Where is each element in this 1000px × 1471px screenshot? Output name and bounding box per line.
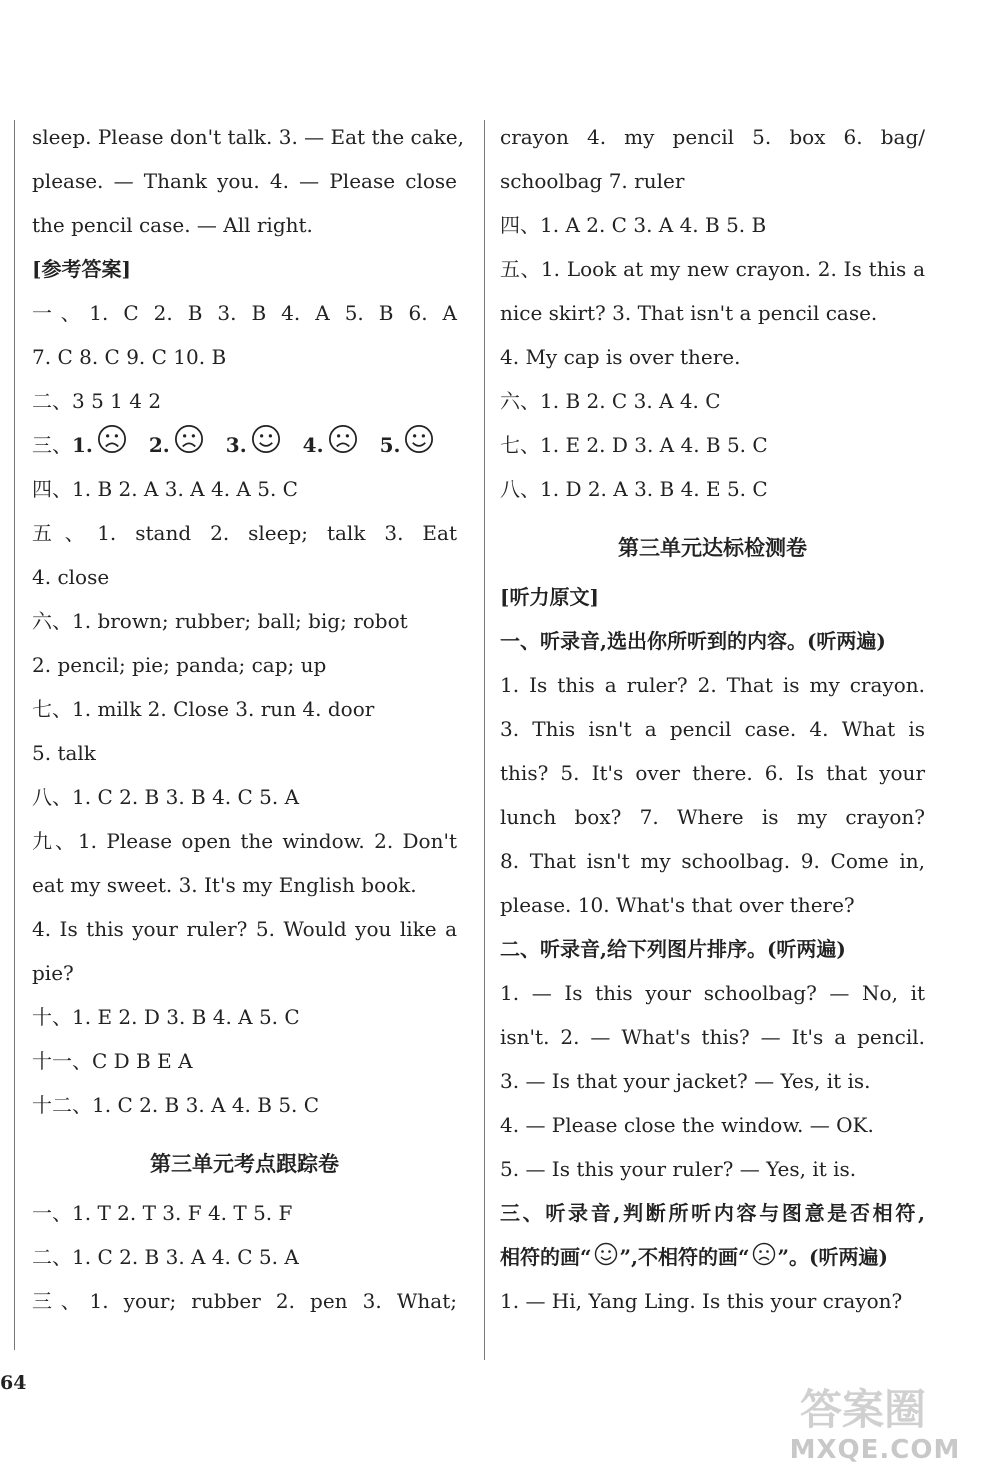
sad-face-icon — [328, 424, 358, 469]
answer-line: 5. talk — [32, 741, 96, 765]
answer-line: 三、1. your; rubber 2. pen 3. What; — [32, 1289, 457, 1313]
answer-line: the pencil case. — All right. — [32, 213, 313, 237]
watermark-url: MXQE.COM — [789, 1435, 961, 1465]
answer-line: 7. C 8. C 9. C 10. B — [32, 345, 227, 369]
answer-line: 四、1. A 2. C 3. A 4. B 5. B — [500, 213, 767, 237]
answer-line: 4. — Please close the window. — OK. — [500, 1113, 874, 1137]
section-heading: 第三单元达标检测卷 — [618, 535, 807, 560]
answer-line: 4. Is this your ruler? 5. Would you like a — [32, 917, 457, 941]
answer-line: crayon 4. my pencil 5. box 6. bag/ — [500, 125, 925, 149]
section-label: 三、听录音,判断所听内容与图意是否相符, — [500, 1201, 925, 1225]
watermark — [780, 1375, 970, 1465]
watermark-logo: 答案圈 — [800, 1385, 927, 1434]
answer-line: this? 5. It's over there. 6. Is that your — [500, 761, 925, 785]
answer-line: 八、1. D 2. A 3. B 4. E 5. C — [500, 477, 768, 501]
instruction-text: ”,不相符的画“ — [619, 1245, 750, 1269]
answer-line: 4. close — [32, 565, 110, 589]
answer-line: eat my sweet. 3. It's my English book. — [32, 873, 417, 897]
answer-line: 5. — Is this your ruler? — Yes, it is. — [500, 1157, 857, 1181]
sad-face-icon — [97, 424, 127, 469]
answer-line: 1. — Hi, Yang Ling. Is this your crayon? — [500, 1289, 903, 1313]
answer-line: please. — Thank you. 4. — Please close — [32, 169, 457, 193]
answer-line: please. 10. What's that over there? — [500, 893, 855, 917]
smiley-face-icon — [404, 424, 434, 469]
answer-line: lunch box? 7. Where is my crayon? — [500, 805, 925, 829]
answer-line: 二、1. C 2. B 3. A 4. C 5. A — [32, 1245, 299, 1269]
sad-face-icon — [174, 424, 204, 469]
answer-line: pie? — [32, 961, 74, 985]
answer-line: 1. Is this a ruler? 2. That is my crayon. — [500, 673, 925, 697]
item-label: 1. — [72, 433, 93, 457]
answer-line: sleep. Please don't talk. 3. — Eat the cake, — [32, 125, 464, 149]
left-margin-rule — [14, 120, 15, 1350]
answer-line: 五、1. stand 2. sleep; talk 3. Eat — [32, 521, 457, 545]
answer-line: 1. — Is this your schoolbag? — No, it — [500, 981, 925, 1005]
item-label: 4. — [302, 433, 324, 457]
page-number: 64 — [0, 1372, 27, 1394]
smiley-face-icon — [251, 424, 281, 469]
answer-line: 4. My cap is over there. — [500, 345, 741, 369]
answer-line: 一、1. C 2. B 3. B 4. A 5. B 6. A — [32, 301, 457, 325]
answer-line: schoolbag 7. ruler — [500, 169, 685, 193]
section-label: 一、听录音,选出你所听到的内容。(听两遍) — [500, 629, 886, 653]
answer-line: 九、1. Please open the window. 2. Don't — [32, 829, 457, 853]
section-label: 二、听录音,给下列图片排序。(听两遍) — [500, 937, 846, 961]
sad-face-icon — [752, 1237, 776, 1281]
answer-line: 五、1. Look at my new crayon. 2. Is this a — [500, 257, 925, 281]
answer-line: 3. — Is that your jacket? — Yes, it is. — [500, 1069, 871, 1093]
answer-line: 二、3 5 1 4 2 — [32, 389, 162, 413]
answer-line: 六、1. brown; rubber; ball; big; robot — [32, 609, 408, 633]
section-heading: 第三单元考点跟踪卷 — [150, 1151, 339, 1176]
answer-line: 七、1. milk 2. Close 3. run 4. door — [32, 697, 375, 721]
right-column — [500, 115, 925, 1323]
answer-line: 四、1. B 2. A 3. A 4. A 5. C — [32, 477, 298, 501]
smiley-face-icon — [594, 1237, 618, 1281]
instruction-text: 相符的画“ — [500, 1245, 592, 1269]
answer-line: 3. This isn't a pencil case. 4. What is — [500, 717, 925, 741]
answer-line: isn't. 2. — What's this? — It's a pencil. — [500, 1025, 925, 1049]
instruction-text: ”。(听两遍) — [777, 1245, 888, 1269]
answer-line: 七、1. E 2. D 3. A 4. B 5. C — [500, 433, 768, 457]
answer-line: nice skirt? 3. That isn't a pencil case. — [500, 301, 878, 325]
answer-line: 一、1. T 2. T 3. F 4. T 5. F — [32, 1201, 293, 1225]
answer-line: 六、1. B 2. C 3. A 4. C — [500, 389, 721, 413]
section-label: [参考答案] — [32, 257, 131, 281]
line-prefix: 三、 — [32, 433, 72, 457]
item-label: 2. — [148, 433, 170, 457]
answer-line: 十二、1. C 2. B 3. A 4. B 5. C — [32, 1093, 320, 1117]
answer-line: 十一、C D B E A — [32, 1049, 193, 1073]
item-label: 5. — [379, 433, 401, 457]
answer-line: 2. pencil; pie; panda; cap; up — [32, 653, 327, 677]
instruction-line — [500, 1235, 925, 1279]
item-label: 3. — [225, 433, 247, 457]
left-column — [32, 115, 464, 1323]
answer-line-faces — [32, 423, 457, 467]
answer-line: 8. That isn't my schoolbag. 9. Come in, — [500, 849, 925, 873]
answer-line: 八、1. C 2. B 3. B 4. C 5. A — [32, 785, 300, 809]
answer-line: 十、1. E 2. D 3. B 4. A 5. C — [32, 1005, 300, 1029]
column-divider — [484, 120, 485, 1360]
section-label: [听力原文] — [500, 585, 599, 609]
